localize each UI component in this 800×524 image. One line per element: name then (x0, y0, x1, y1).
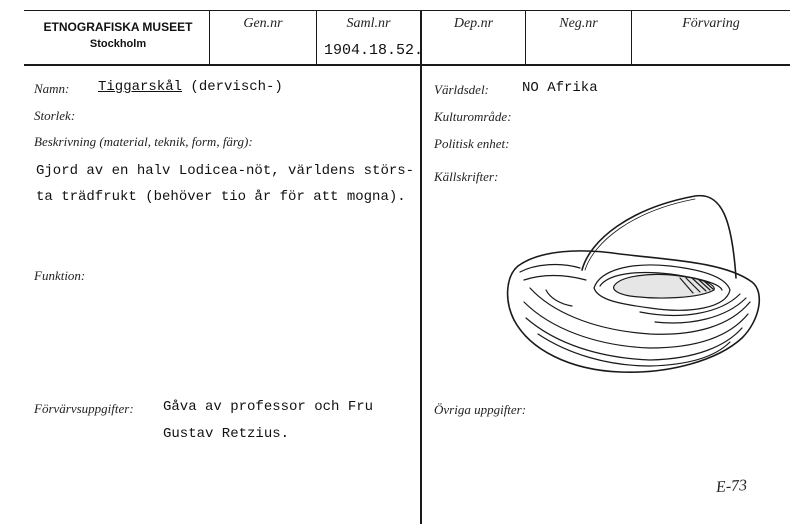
forvarv-label: Förvärvsuppgifter: (34, 401, 134, 416)
namn-value (98, 79, 283, 95)
forvarv-line-1: Gåva av professor och Fru (163, 399, 374, 415)
kulturomrade-label: Kulturområde: (434, 109, 512, 124)
header-top-border (24, 10, 790, 11)
saml-nr-value: 1904.18.52. (324, 42, 424, 59)
begging-bowl-drawing (490, 190, 780, 390)
forvaring-label: Förvaring (682, 16, 740, 31)
header-bottom-border (24, 64, 790, 66)
namn-value-rest: (dervisch-) (190, 79, 283, 95)
politisk-enhet-label: Politisk enhet: (434, 136, 510, 151)
namn-label: Namn: (34, 81, 70, 96)
varldsdel-value: NO Afrika (522, 80, 598, 96)
saml-nr-label: Saml.nr (346, 16, 391, 31)
varldsdel-label: Världsdel: (434, 82, 489, 97)
dep-nr-label: Dep.nr (453, 16, 494, 31)
ovriga-uppgifter-label: Övriga uppgifter: (434, 402, 527, 417)
namn-value-main: Tiggarskål (98, 79, 183, 95)
forvarv-line-2: Gustav Retzius. (163, 426, 290, 442)
gen-nr-label: Gen.nr (243, 16, 283, 31)
beskrivning-line-2: ta trädfrukt (behöver tio år för att mogna). (36, 189, 406, 205)
beskrivning-line-1: Gjord av en halv Lodicea-nöt, världens störs- (36, 163, 415, 179)
funktion-label: Funktion: (34, 268, 86, 283)
storlek-label: Storlek: (34, 108, 76, 123)
museum-city: Stockholm (89, 38, 147, 50)
museum-name: ETNOGRAFISKA MUSEET (43, 20, 193, 34)
kallskrifter-label: Källskrifter: (434, 169, 499, 184)
body-column-divider (420, 64, 422, 524)
neg-nr-label: Neg.nr (559, 16, 598, 31)
beskrivning-label: Beskrivning (material, teknik, form, färg): (34, 134, 253, 149)
handwritten-catalog-note: E-73 (715, 476, 748, 497)
